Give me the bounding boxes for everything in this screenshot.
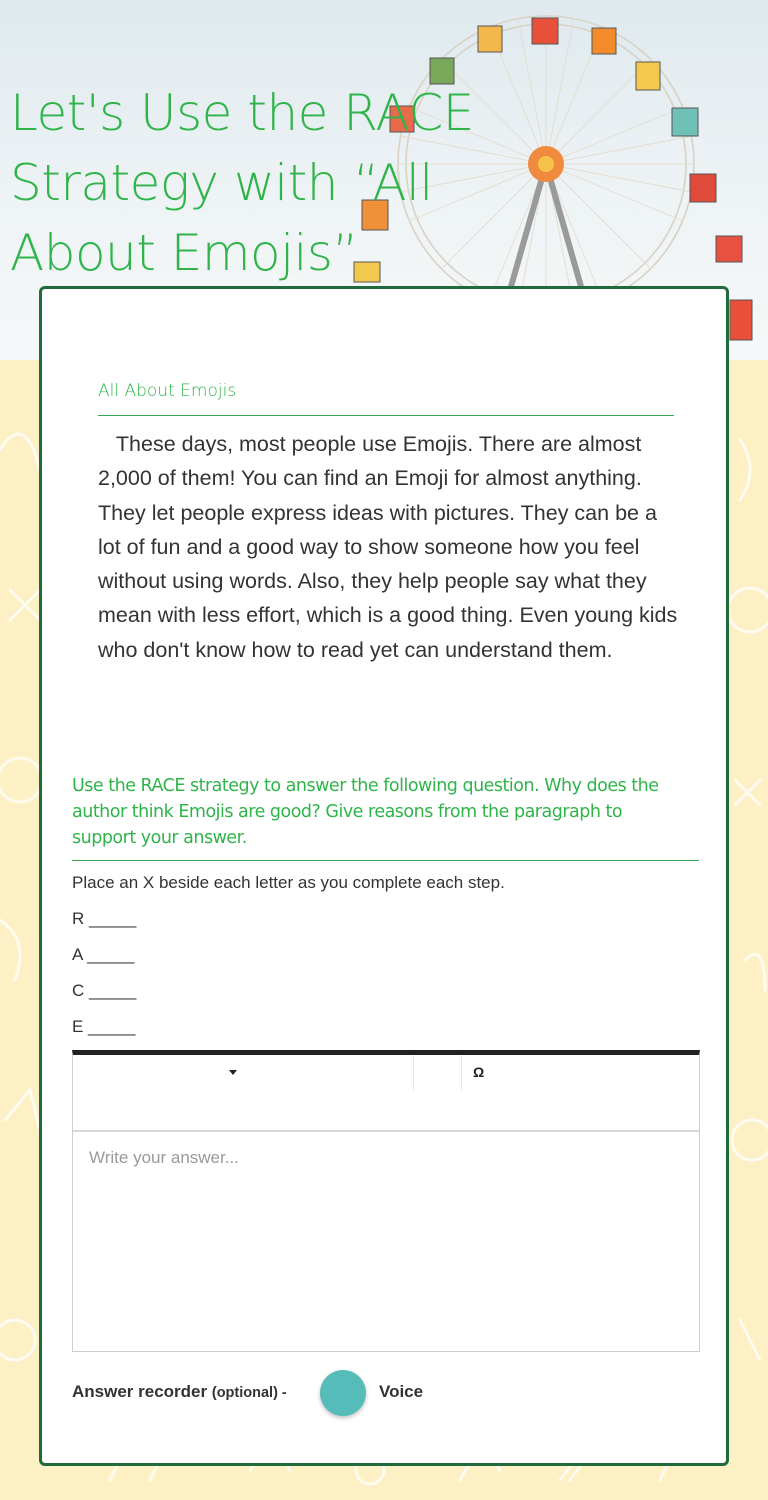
race-step-e: E _____ — [72, 1017, 136, 1036]
editor-toolbar — [73, 1055, 699, 1132]
omega-icon[interactable]: Ω — [473, 1064, 485, 1080]
instructions-text: Place an X beside each letter as you complete each step. — [72, 873, 505, 892]
answer-editor — [72, 1050, 700, 1352]
toolbar-separator — [413, 1055, 414, 1090]
passage-title: All About Emojis — [98, 381, 237, 401]
question-prompt: Use the RACE strategy to answer the following question. Why does the author think Emojis are good? Give reasons from the paragraph to support your answer. — [72, 776, 659, 848]
activity-card — [39, 286, 729, 1466]
race-step-r: R _____ — [72, 909, 137, 928]
recorder-optional: (optional) - — [211, 1385, 287, 1401]
recorder-label: Answer recorder — [72, 1382, 208, 1401]
passage-text: These days, most people use Emojis. There are almost 2,000 of them! You can find an Emoji for almost anything. They let people express ideas with pictures. They can be a lot of fun and a good way to show someone how you feel without using words. Also, they help people say what they mean with less effort, which is a good thing. Even young kids who don't know how to read yet can understand them. — [98, 432, 684, 662]
answer-input[interactable] — [73, 1134, 699, 1352]
race-step-a: A _____ — [72, 945, 135, 964]
caret-down-icon — [229, 1070, 237, 1075]
answer-recorder-label — [72, 1382, 287, 1402]
record-voice-button[interactable] — [320, 1370, 366, 1416]
question-divider — [72, 860, 699, 861]
toolbar-separator — [461, 1055, 462, 1090]
format-dropdown[interactable] — [73, 1055, 243, 1090]
page-title: Let's Use the RACE Strategy with “All About Emojis” — [10, 84, 474, 282]
voice-label: Voice — [379, 1382, 424, 1401]
passage-divider — [98, 415, 674, 416]
race-step-c: C _____ — [72, 981, 137, 1000]
